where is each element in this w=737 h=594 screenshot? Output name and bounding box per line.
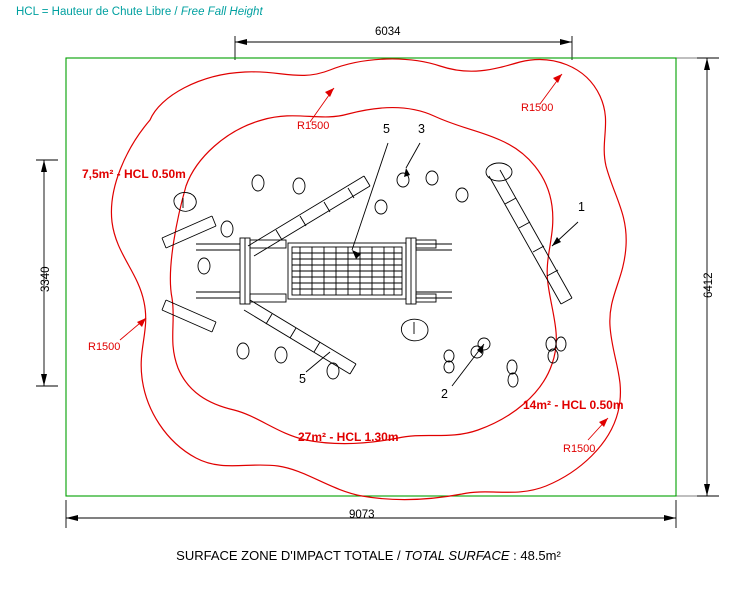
dim-bottom-width-label: 9073 bbox=[349, 509, 375, 521]
dim-right-height-label: 6412 bbox=[703, 272, 715, 298]
dim-left-height-label: 3340 bbox=[40, 266, 52, 292]
total-surface-plain-2: : 48.5m² bbox=[509, 548, 561, 563]
callout-label-3: 3 bbox=[418, 122, 425, 136]
hcl-legend-plain: HCL = Hauteur de Chute Libre / bbox=[16, 6, 181, 18]
dim-top-width-label: 6034 bbox=[375, 26, 401, 38]
radius-leader-arrows bbox=[137, 74, 608, 427]
callout-leaders bbox=[306, 143, 578, 386]
callout-label-1: 1 bbox=[578, 200, 585, 214]
callout-label-5-bottom: 5 bbox=[299, 372, 306, 386]
hcl-legend-italic: Free Fall Height bbox=[180, 6, 263, 18]
radius-label-top-left: R1500 bbox=[297, 120, 330, 132]
play-equipment-group bbox=[162, 163, 572, 374]
total-surface-note bbox=[0, 548, 737, 563]
zone-label-right: 14m² - HCL 0.50m bbox=[523, 398, 624, 412]
dimension-lines bbox=[36, 36, 719, 528]
zone-label-bottom: 27m² - HCL 1.30m bbox=[298, 430, 399, 444]
callout-label-5-top: 5 bbox=[383, 122, 390, 136]
radius-label-left-bottom: R1500 bbox=[88, 341, 121, 353]
inner-impact-zone-outline bbox=[170, 108, 556, 444]
callout-leader-arrows bbox=[352, 168, 561, 354]
radius-label-bottom-right: R1500 bbox=[563, 443, 596, 455]
radius-label-top-right: R1500 bbox=[521, 102, 554, 114]
callout-label-2: 2 bbox=[441, 387, 448, 401]
zone-label-upper-left: 7,5m² - HCL 0.50m bbox=[82, 167, 186, 181]
total-surface-plain-1: SURFACE ZONE D'IMPACT TOTALE / bbox=[176, 548, 405, 563]
total-surface-italic: TOTAL SURFACE bbox=[404, 548, 510, 563]
dimension-arrows bbox=[41, 39, 710, 521]
ground-features-group bbox=[174, 171, 566, 387]
